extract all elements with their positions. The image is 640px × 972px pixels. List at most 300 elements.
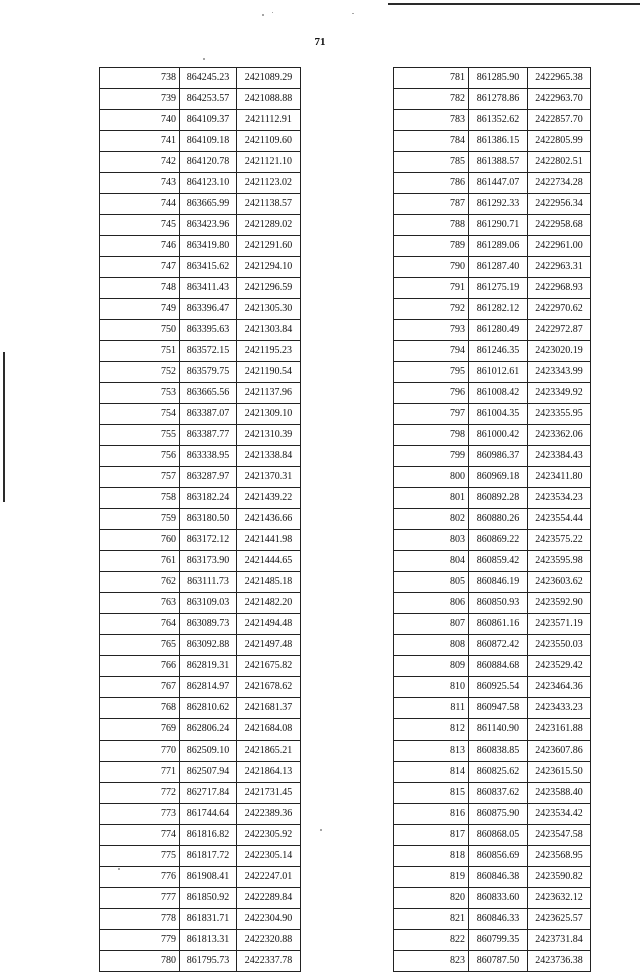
y-coordinate-cell: 2422965.38 (528, 68, 591, 89)
x-coordinate-cell: 860868.05 (469, 824, 528, 845)
point-number-cell: 800 (394, 467, 469, 488)
y-coordinate-cell: 2421310.39 (237, 425, 301, 446)
point-number-cell: 762 (100, 572, 180, 593)
y-coordinate-cell: 2421436.66 (237, 509, 301, 530)
table-row (100, 110, 301, 131)
point-number-cell: 751 (100, 341, 180, 362)
table-row (394, 950, 591, 971)
table-row (394, 341, 591, 362)
y-coordinate-cell: 2421864.13 (237, 761, 301, 782)
table-row (100, 383, 301, 404)
x-coordinate-cell: 862806.24 (180, 719, 237, 740)
coordinates-table-left-body (100, 68, 301, 972)
table-row (394, 173, 591, 194)
table-row (394, 215, 591, 236)
point-number-cell: 806 (394, 593, 469, 614)
table-row (394, 782, 591, 803)
point-number-cell: 802 (394, 509, 469, 530)
y-coordinate-cell: 2421294.10 (237, 257, 301, 278)
y-coordinate-cell: 2421309.10 (237, 404, 301, 425)
point-number-cell: 796 (394, 383, 469, 404)
table-row (394, 530, 591, 551)
x-coordinate-cell: 861352.62 (469, 110, 528, 131)
table-row (394, 635, 591, 656)
x-coordinate-cell: 861008.42 (469, 383, 528, 404)
table-row (100, 320, 301, 341)
table-row (394, 908, 591, 929)
point-number-cell: 810 (394, 677, 469, 698)
table-row (100, 488, 301, 509)
table-row (100, 446, 301, 467)
table-row (394, 194, 591, 215)
point-number-cell: 768 (100, 698, 180, 719)
x-coordinate-cell: 860925.54 (469, 677, 528, 698)
point-number-cell: 787 (394, 194, 469, 215)
point-number-cell: 779 (100, 929, 180, 950)
point-number-cell: 811 (394, 698, 469, 719)
y-coordinate-cell: 2421121.10 (237, 152, 301, 173)
scan-speck (352, 13, 354, 14)
point-number-cell: 788 (394, 215, 469, 236)
point-number-cell: 757 (100, 467, 180, 488)
y-coordinate-cell: 2422961.00 (528, 236, 591, 257)
y-coordinate-cell: 2421291.60 (237, 236, 301, 257)
y-coordinate-cell: 2423384.43 (528, 446, 591, 467)
point-number-cell: 754 (100, 404, 180, 425)
x-coordinate-cell: 863419.80 (180, 236, 237, 257)
coordinates-table-left (99, 67, 301, 972)
x-coordinate-cell: 861831.71 (180, 908, 237, 929)
table-row (394, 677, 591, 698)
point-number-cell: 772 (100, 782, 180, 803)
x-coordinate-cell: 864109.18 (180, 131, 237, 152)
table-row (100, 761, 301, 782)
y-coordinate-cell: 2421123.02 (237, 173, 301, 194)
y-coordinate-cell: 2422320.88 (237, 929, 301, 950)
x-coordinate-cell: 863387.07 (180, 404, 237, 425)
table-row (394, 467, 591, 488)
table-row (100, 68, 301, 89)
table-row (394, 572, 591, 593)
y-coordinate-cell: 2423592.90 (528, 593, 591, 614)
y-coordinate-cell: 2423349.92 (528, 383, 591, 404)
point-number-cell: 740 (100, 110, 180, 131)
x-coordinate-cell: 861278.86 (469, 89, 528, 110)
x-coordinate-cell: 861813.31 (180, 929, 237, 950)
y-coordinate-cell: 2422968.93 (528, 278, 591, 299)
table-row (394, 299, 591, 320)
y-coordinate-cell: 2423433.23 (528, 698, 591, 719)
point-number-cell: 784 (394, 131, 469, 152)
table-row (394, 110, 591, 131)
table-row (100, 656, 301, 677)
table-row (100, 719, 301, 740)
point-number-cell: 769 (100, 719, 180, 740)
table-row (394, 425, 591, 446)
point-number-cell: 807 (394, 614, 469, 635)
point-number-cell: 814 (394, 761, 469, 782)
y-coordinate-cell: 2421497.48 (237, 635, 301, 656)
point-number-cell: 774 (100, 824, 180, 845)
y-coordinate-cell: 2422247.01 (237, 866, 301, 887)
x-coordinate-cell: 861140.90 (469, 719, 528, 740)
point-number-cell: 758 (100, 488, 180, 509)
y-coordinate-cell: 2421195.23 (237, 341, 301, 362)
x-coordinate-cell: 861447.07 (469, 173, 528, 194)
x-coordinate-cell: 861289.06 (469, 236, 528, 257)
table-row (394, 320, 591, 341)
page-number: 71 (314, 36, 326, 48)
x-coordinate-cell: 860880.26 (469, 509, 528, 530)
y-coordinate-cell: 2421089.29 (237, 68, 301, 89)
point-number-cell: 799 (394, 446, 469, 467)
point-number-cell: 770 (100, 740, 180, 761)
x-coordinate-cell: 863665.99 (180, 194, 237, 215)
point-number-cell: 815 (394, 782, 469, 803)
scan-speck (203, 58, 205, 60)
x-coordinate-cell: 863182.24 (180, 488, 237, 509)
y-coordinate-cell: 2422289.84 (237, 887, 301, 908)
point-number-cell: 741 (100, 131, 180, 152)
scan-speck (262, 14, 264, 16)
x-coordinate-cell: 861275.19 (469, 278, 528, 299)
x-coordinate-cell: 860825.62 (469, 761, 528, 782)
x-coordinate-cell: 861908.41 (180, 866, 237, 887)
point-number-cell: 747 (100, 257, 180, 278)
point-number-cell: 812 (394, 719, 469, 740)
y-coordinate-cell: 2421109.60 (237, 131, 301, 152)
table-row (394, 131, 591, 152)
y-coordinate-cell: 2423731.84 (528, 929, 591, 950)
table-row (100, 824, 301, 845)
table-row (394, 719, 591, 740)
table-row (100, 131, 301, 152)
x-coordinate-cell: 863665.56 (180, 383, 237, 404)
table-row (100, 89, 301, 110)
y-coordinate-cell: 2422337.78 (237, 950, 301, 971)
scan-speck (320, 829, 322, 831)
y-coordinate-cell: 2421338.84 (237, 446, 301, 467)
point-number-cell: 798 (394, 425, 469, 446)
table-row (100, 572, 301, 593)
x-coordinate-cell: 864253.57 (180, 89, 237, 110)
table-row (394, 362, 591, 383)
point-number-cell: 790 (394, 257, 469, 278)
point-number-cell: 778 (100, 908, 180, 929)
x-coordinate-cell: 861388.57 (469, 152, 528, 173)
point-number-cell: 785 (394, 152, 469, 173)
point-number-cell: 750 (100, 320, 180, 341)
table-row (100, 404, 301, 425)
x-coordinate-cell: 861000.42 (469, 425, 528, 446)
table-row (100, 299, 301, 320)
table-row (394, 761, 591, 782)
y-coordinate-cell: 2422963.31 (528, 257, 591, 278)
table-row (394, 68, 591, 89)
table-row (100, 278, 301, 299)
point-number-cell: 794 (394, 341, 469, 362)
y-coordinate-cell: 2421088.88 (237, 89, 301, 110)
x-coordinate-cell: 862717.84 (180, 782, 237, 803)
table-row (394, 509, 591, 530)
y-coordinate-cell: 2423603.62 (528, 572, 591, 593)
x-coordinate-cell: 864120.78 (180, 152, 237, 173)
top-rule (388, 3, 640, 5)
x-coordinate-cell: 861386.15 (469, 131, 528, 152)
y-coordinate-cell: 2421681.37 (237, 698, 301, 719)
y-coordinate-cell: 2423534.23 (528, 488, 591, 509)
x-coordinate-cell: 860869.22 (469, 530, 528, 551)
x-coordinate-cell: 863172.12 (180, 530, 237, 551)
point-number-cell: 793 (394, 320, 469, 341)
x-coordinate-cell: 861246.35 (469, 341, 528, 362)
y-coordinate-cell: 2421112.91 (237, 110, 301, 131)
table-row (100, 866, 301, 887)
y-coordinate-cell: 2421494.48 (237, 614, 301, 635)
y-coordinate-cell: 2423362.06 (528, 425, 591, 446)
y-coordinate-cell: 2421444.65 (237, 551, 301, 572)
point-number-cell: 782 (394, 89, 469, 110)
point-number-cell: 753 (100, 383, 180, 404)
y-coordinate-cell: 2421865.21 (237, 740, 301, 761)
table-row (394, 656, 591, 677)
point-number-cell: 756 (100, 446, 180, 467)
point-number-cell: 820 (394, 887, 469, 908)
table-row (100, 194, 301, 215)
y-coordinate-cell: 2423411.80 (528, 467, 591, 488)
point-number-cell: 792 (394, 299, 469, 320)
x-coordinate-cell: 860892.28 (469, 488, 528, 509)
y-coordinate-cell: 2423161.88 (528, 719, 591, 740)
y-coordinate-cell: 2423529.42 (528, 656, 591, 677)
x-coordinate-cell: 860850.93 (469, 593, 528, 614)
table-row (100, 467, 301, 488)
table-row (100, 740, 301, 761)
y-coordinate-cell: 2422958.68 (528, 215, 591, 236)
point-number-cell: 759 (100, 509, 180, 530)
point-number-cell: 744 (100, 194, 180, 215)
y-coordinate-cell: 2421190.54 (237, 362, 301, 383)
y-coordinate-cell: 2422805.99 (528, 131, 591, 152)
table-row (100, 929, 301, 950)
y-coordinate-cell: 2423568.95 (528, 845, 591, 866)
coordinates-table-right-body (394, 68, 591, 972)
x-coordinate-cell: 863415.62 (180, 257, 237, 278)
x-coordinate-cell: 861282.12 (469, 299, 528, 320)
point-number-cell: 775 (100, 845, 180, 866)
table-row (100, 908, 301, 929)
y-coordinate-cell: 2422857.70 (528, 110, 591, 131)
y-coordinate-cell: 2421684.08 (237, 719, 301, 740)
x-coordinate-cell: 863173.90 (180, 551, 237, 572)
x-coordinate-cell: 863338.95 (180, 446, 237, 467)
point-number-cell: 818 (394, 845, 469, 866)
point-number-cell: 749 (100, 299, 180, 320)
y-coordinate-cell: 2422305.92 (237, 824, 301, 845)
point-number-cell: 760 (100, 530, 180, 551)
x-coordinate-cell: 860799.35 (469, 929, 528, 950)
table-row (100, 845, 301, 866)
y-coordinate-cell: 2423571.19 (528, 614, 591, 635)
table-row (394, 551, 591, 572)
point-number-cell: 816 (394, 803, 469, 824)
table-row (394, 593, 591, 614)
y-coordinate-cell: 2421731.45 (237, 782, 301, 803)
y-coordinate-cell: 2422963.70 (528, 89, 591, 110)
x-coordinate-cell: 860859.42 (469, 551, 528, 572)
y-coordinate-cell: 2422305.14 (237, 845, 301, 866)
point-number-cell: 761 (100, 551, 180, 572)
y-coordinate-cell: 2423632.12 (528, 887, 591, 908)
point-number-cell: 748 (100, 278, 180, 299)
point-number-cell: 819 (394, 866, 469, 887)
point-number-cell: 823 (394, 950, 469, 971)
point-number-cell: 746 (100, 236, 180, 257)
table-row (100, 593, 301, 614)
y-coordinate-cell: 2421485.18 (237, 572, 301, 593)
table-row (394, 236, 591, 257)
table-row (394, 740, 591, 761)
y-coordinate-cell: 2421678.62 (237, 677, 301, 698)
table-row (394, 446, 591, 467)
y-coordinate-cell: 2421439.22 (237, 488, 301, 509)
point-number-cell: 765 (100, 635, 180, 656)
y-coordinate-cell: 2423595.98 (528, 551, 591, 572)
point-number-cell: 780 (100, 950, 180, 971)
y-coordinate-cell: 2421289.02 (237, 215, 301, 236)
point-number-cell: 821 (394, 908, 469, 929)
table-row (100, 425, 301, 446)
point-number-cell: 805 (394, 572, 469, 593)
point-number-cell: 771 (100, 761, 180, 782)
y-coordinate-cell: 2422389.36 (237, 803, 301, 824)
table-row (394, 803, 591, 824)
point-number-cell: 738 (100, 68, 180, 89)
y-coordinate-cell: 2421675.82 (237, 656, 301, 677)
table-row (394, 89, 591, 110)
table-row (394, 698, 591, 719)
table-row (100, 236, 301, 257)
x-coordinate-cell: 860837.62 (469, 782, 528, 803)
y-coordinate-cell: 2423554.44 (528, 509, 591, 530)
x-coordinate-cell: 861292.33 (469, 194, 528, 215)
y-coordinate-cell: 2423625.57 (528, 908, 591, 929)
x-coordinate-cell: 860884.68 (469, 656, 528, 677)
y-coordinate-cell: 2423547.58 (528, 824, 591, 845)
x-coordinate-cell: 861816.82 (180, 824, 237, 845)
x-coordinate-cell: 863387.77 (180, 425, 237, 446)
table-row (100, 782, 301, 803)
table-row (394, 845, 591, 866)
y-coordinate-cell: 2423534.42 (528, 803, 591, 824)
x-coordinate-cell: 860872.42 (469, 635, 528, 656)
x-coordinate-cell: 862819.31 (180, 656, 237, 677)
x-coordinate-cell: 862814.97 (180, 677, 237, 698)
y-coordinate-cell: 2421137.96 (237, 383, 301, 404)
x-coordinate-cell: 860969.18 (469, 467, 528, 488)
x-coordinate-cell: 860861.16 (469, 614, 528, 635)
point-number-cell: 743 (100, 173, 180, 194)
table-row (394, 614, 591, 635)
point-number-cell: 752 (100, 362, 180, 383)
point-number-cell: 776 (100, 866, 180, 887)
table-row (100, 257, 301, 278)
point-number-cell: 739 (100, 89, 180, 110)
point-number-cell: 801 (394, 488, 469, 509)
x-coordinate-cell: 861850.92 (180, 887, 237, 908)
y-coordinate-cell: 2421370.31 (237, 467, 301, 488)
point-number-cell: 786 (394, 173, 469, 194)
table-row (394, 383, 591, 404)
table-row (394, 488, 591, 509)
y-coordinate-cell: 2422304.90 (237, 908, 301, 929)
x-coordinate-cell: 861795.73 (180, 950, 237, 971)
x-coordinate-cell: 863111.73 (180, 572, 237, 593)
table-row (394, 404, 591, 425)
table-row (100, 635, 301, 656)
table-row (100, 152, 301, 173)
point-number-cell: 763 (100, 593, 180, 614)
y-coordinate-cell: 2423588.40 (528, 782, 591, 803)
point-number-cell: 745 (100, 215, 180, 236)
point-number-cell: 783 (394, 110, 469, 131)
table-row (100, 551, 301, 572)
x-coordinate-cell: 863423.96 (180, 215, 237, 236)
point-number-cell: 755 (100, 425, 180, 446)
y-coordinate-cell: 2423607.86 (528, 740, 591, 761)
y-coordinate-cell: 2421305.30 (237, 299, 301, 320)
point-number-cell: 742 (100, 152, 180, 173)
x-coordinate-cell: 861287.40 (469, 257, 528, 278)
y-coordinate-cell: 2421482.20 (237, 593, 301, 614)
x-coordinate-cell: 861285.90 (469, 68, 528, 89)
x-coordinate-cell: 862810.62 (180, 698, 237, 719)
table-row (394, 929, 591, 950)
x-coordinate-cell: 860846.19 (469, 572, 528, 593)
point-number-cell: 764 (100, 614, 180, 635)
table-row (394, 257, 591, 278)
table-row (100, 362, 301, 383)
x-coordinate-cell: 863180.50 (180, 509, 237, 530)
table-row (394, 152, 591, 173)
scan-speck (272, 12, 273, 13)
y-coordinate-cell: 2422802.51 (528, 152, 591, 173)
x-coordinate-cell: 860856.69 (469, 845, 528, 866)
point-number-cell: 767 (100, 677, 180, 698)
x-coordinate-cell: 861744.64 (180, 803, 237, 824)
table-row (394, 824, 591, 845)
y-coordinate-cell: 2423590.82 (528, 866, 591, 887)
x-coordinate-cell: 860846.38 (469, 866, 528, 887)
coordinates-table-right (393, 67, 591, 972)
point-number-cell: 803 (394, 530, 469, 551)
table-row (100, 950, 301, 971)
margin-mark (3, 352, 5, 502)
y-coordinate-cell: 2423550.03 (528, 635, 591, 656)
point-number-cell: 808 (394, 635, 469, 656)
table-row (100, 698, 301, 719)
y-coordinate-cell: 2423736.38 (528, 950, 591, 971)
y-coordinate-cell: 2423020.19 (528, 341, 591, 362)
point-number-cell: 797 (394, 404, 469, 425)
x-coordinate-cell: 861004.35 (469, 404, 528, 425)
y-coordinate-cell: 2422956.34 (528, 194, 591, 215)
x-coordinate-cell: 860833.60 (469, 887, 528, 908)
x-coordinate-cell: 863572.15 (180, 341, 237, 362)
y-coordinate-cell: 2421303.84 (237, 320, 301, 341)
y-coordinate-cell: 2422972.87 (528, 320, 591, 341)
x-coordinate-cell: 864109.37 (180, 110, 237, 131)
